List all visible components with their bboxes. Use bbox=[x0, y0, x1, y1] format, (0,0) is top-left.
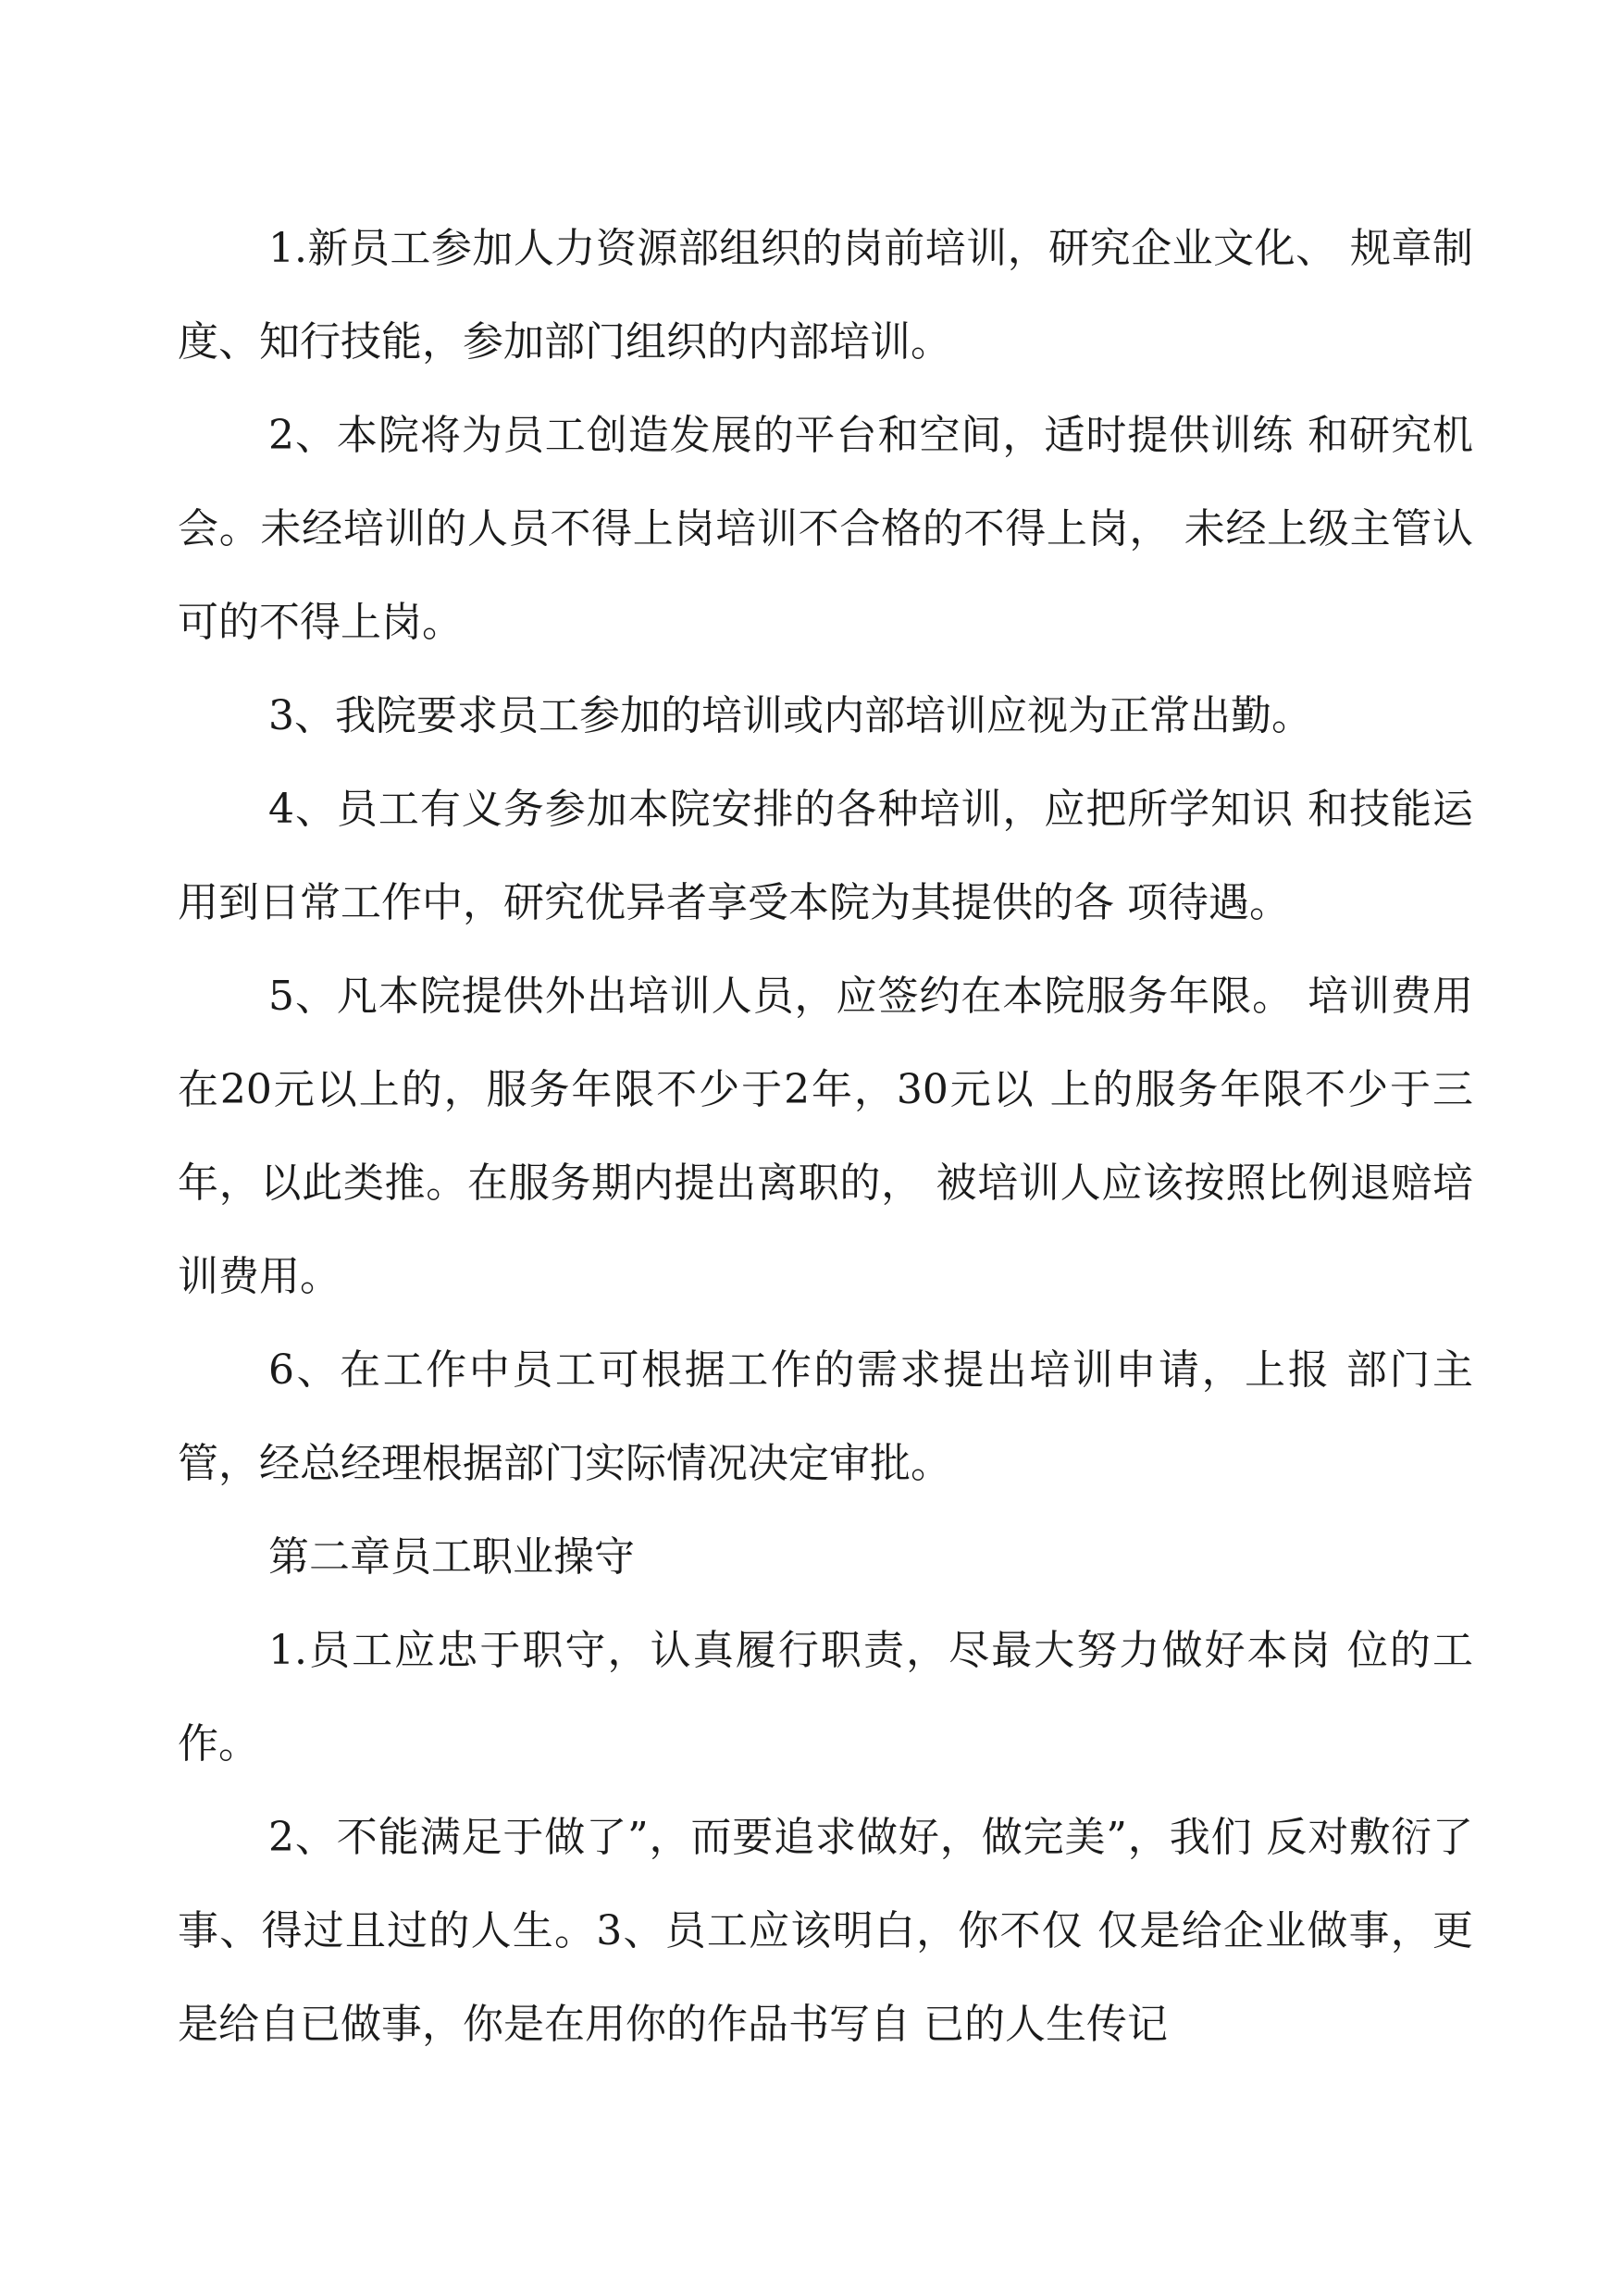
paragraph-item-1: 1.新员工参加人力资源部组织的岗前培训，研究企业文化、 规章制度、知行技能，参加部门组织的内部培训。 bbox=[178, 225, 1473, 366]
paragraph-item-4: 4、员工有义务参加本院安排的各种培训，应把所学知识 和技能运用到日常工作中，研究优异者享受本院为其提供的各 项待遇。 bbox=[178, 786, 1473, 926]
paragraph-item-3: 3、我院要求员工参加的培训或内部培训应视为正常出勤。 bbox=[268, 692, 1312, 739]
document-body bbox=[178, 202, 1473, 2071]
paragraph-item-7: 1.员工应忠于职守，认真履行职责，尽最大努力做好本岗 位的工作。 bbox=[178, 1627, 1473, 1768]
paragraph-item-2: 2、本院将为员工创造发展的平台和空间，适时提供训练 和研究机会。未经培训的人员不得上岗培训不合格的不得上岗， 未经上级主管认可的不得上岗。 bbox=[178, 412, 1473, 646]
paragraph-item-5: 5、凡本院提供外出培训人员，应签约在本院服务年限。 培训费用在20元以上的，服务年限不少于2年，30元以 上的服务年限不少于三年，以此类推。在服务期内提出离职的， 被培训人应该按照比例退赔培训费用。 bbox=[178, 973, 1473, 1300]
paragraph-item-8: 2、不能满足于做了”，而要追求做好，做完美”，我们 反对敷衍了事、得过且过的人生。3、员工应该明白，你不仅 仅是给企业做事，更是给自已做事，你是在用你的作品书写自 已的人生传记 bbox=[178, 1814, 1473, 2048]
chapter-heading: 第二章员工职业操守 bbox=[268, 1533, 635, 1581]
paragraph-item-6: 6、在工作中员工可根据工作的需求提出培训申请，上报 部门主管，经总经理根据部门实际情况决定审批。 bbox=[178, 1346, 1473, 1487]
